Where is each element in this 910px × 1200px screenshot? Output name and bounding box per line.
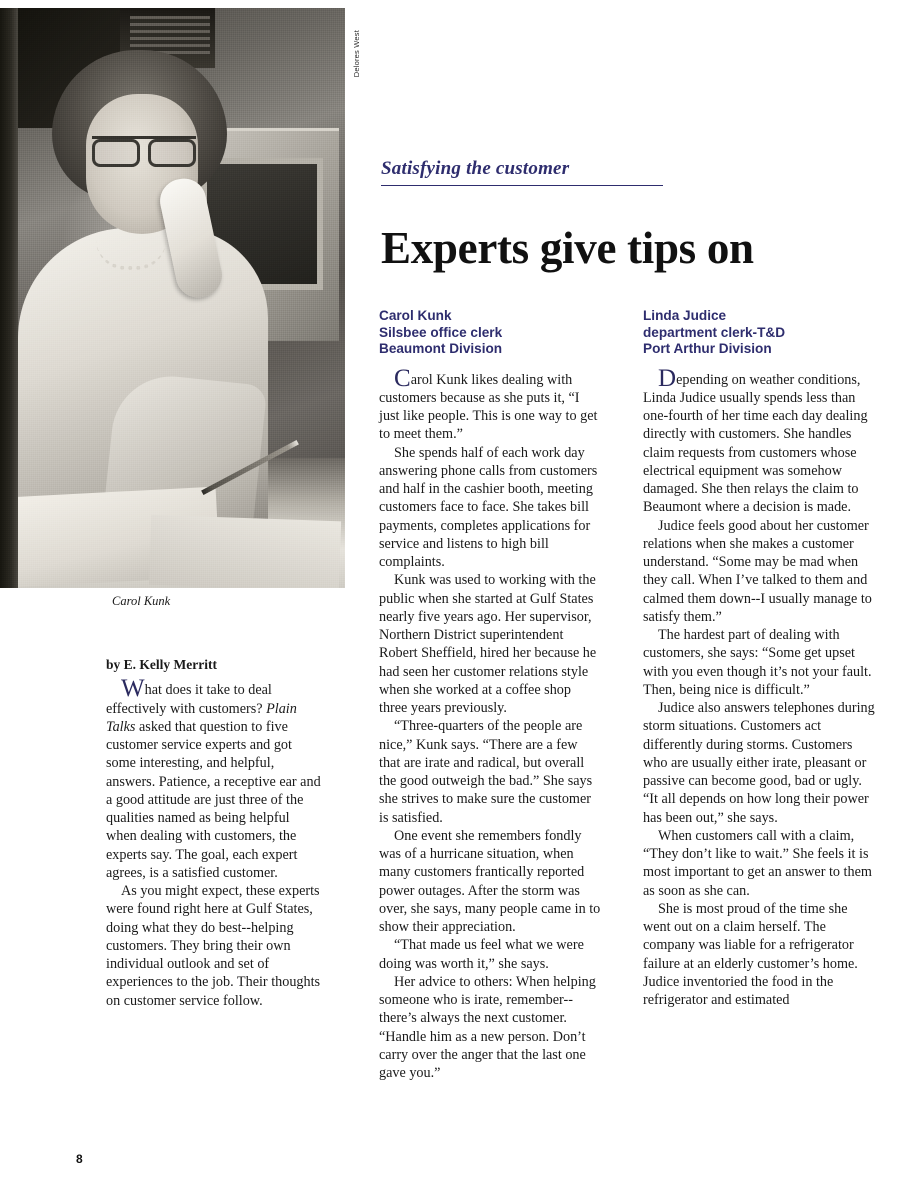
- column-carol-kunk: [379, 308, 601, 1082]
- judice-paragraph-1: [643, 364, 875, 517]
- page-number: 8: [76, 1152, 83, 1166]
- source-name: Linda Judice: [643, 308, 727, 323]
- source-division: Port Arthur Division: [643, 341, 772, 357]
- kunk-paragraph-4: “Three-quarters of the people are nice,” Kunk says. “There are a few that are irate and radical, but overall the good outweigh the bad.” She says she strives to make sure the customer is satisfied.: [379, 718, 593, 826]
- source-division: Beaumont Division: [379, 341, 503, 357]
- source-heading-linda-judice: [643, 308, 875, 358]
- intro-paragraph-2: As you might expect, these experts were found right here at Gulf States, doing what they do best--helping customers. They bring their own individual outlook and set of experiences to the job. Their thoughts on customer service follow.: [106, 883, 321, 1009]
- kunk-paragraph-5: One event she remembers fondly was of a hurricane situation, when many customers frantically reported power outages. After the storm was over, she says, many people came in to show their appreciation.: [379, 827, 601, 936]
- photo-halftone-grain: [0, 8, 345, 588]
- kunk-paragraph-3: Kunk was used to working with the public when she started at Gulf States nearly five years ago. Her supervisor, Northern District superintendent Robert Sheffield, hired her because he had seen her customer relations style when she worked at a coffee shop three years previously.: [379, 572, 597, 717]
- intro-paragraph-1: [106, 675, 322, 882]
- judice-paragraph-3: The hardest part of dealing with customers, she says: “Some get upset with you even though it’s not your fault. Then, being nice is difficult.”: [643, 627, 872, 698]
- judice-paragraph-4: Judice also answers telephones during storm situations. Customers act differently during storms. Customers who are usually either irate, pleasant or passive can become good, bad or ugly. “It all depends on how long their power has been out,” she says.: [643, 700, 875, 826]
- intro-dropcap: W: [121, 675, 145, 703]
- kunk-paragraph-6: “That made us feel what we were doing was worth it,” she says.: [379, 937, 584, 972]
- source-name: Carol Kunk: [379, 308, 452, 323]
- judice-paragraph-6: She is most proud of the time she went out on a claim herself. The company was liable for a refrigerator failure at an elderly customer’s home. Judice inventoried the food in the refrigerator and estimated: [643, 900, 858, 1009]
- judice-paragraph-2: Judice feels good about her customer relations when she makes a customer understand. “Some may be mad when they call. When I’ve talked to them and calmed them down--I usually manage to satisfy them.”: [643, 517, 872, 625]
- kunk-paragraph-1: [379, 364, 601, 444]
- photo-credit: Delores West: [352, 30, 361, 78]
- article-photo-block: [0, 0, 352, 640]
- publication-name: Plain Talks: [106, 700, 297, 735]
- source-title: department clerk-T&D: [643, 324, 786, 340]
- intro-paragraph-1-text-b: asked that question to five customer service experts and got some interesting, and helpful, answers. Patience, a receptive ear and a good attitude are just three of the qualities named as being helpful when dealing with customers, the experts say. The goal, each expert agrees, is a satisfied customer.: [106, 718, 321, 881]
- source-heading-carol-kunk: [379, 308, 601, 358]
- judice-dropcap: D: [658, 364, 677, 392]
- column-linda-judice: [643, 308, 875, 1009]
- column-intro: [106, 656, 322, 1010]
- article-headline: Experts give tips on: [381, 223, 754, 274]
- photo-caption: Carol Kunk: [112, 594, 171, 608]
- kunk-dropcap: C: [394, 364, 411, 392]
- photo-clerk-on-phone: [0, 8, 345, 588]
- kunk-paragraph-7: Her advice to others: When helping someone who is irate, remember--there’s always the next customer. “Handle him as a new person. Don’t carry over the anger that the last one gave you.”: [379, 973, 596, 1082]
- judice-paragraph-1-text: epending on weather conditions, Linda Judice usually spends less than one-fourth of her time each day dealing directly with customers. She handles claim requests from customers whose electrical equipment was somehow damaged. She then relays the claim to Beaumont where a decision is made.: [643, 371, 868, 516]
- kunk-paragraph-2: She spends half of each work day answering phone calls from customers and half in the cashier booth, meeting customers face to face. She takes bill payments, completes applications for service and listens to high bill complaints.: [379, 444, 598, 571]
- article-byline: by E. Kelly Merritt: [106, 657, 217, 672]
- kunk-paragraph-1-text: arol Kunk likes dealing with customers because as she puts it, “I just like people. This is one way to get to meet them.”: [379, 371, 598, 443]
- judice-paragraph-5: When customers call with a claim, “They don’t like to wait.” She feels it is most important to get an answer to them as soon as she can.: [643, 827, 872, 899]
- source-title: Silsbee office clerk: [379, 324, 503, 340]
- intro-paragraph-1-text-a: hat does it take to deal effectively with customers?: [106, 682, 272, 717]
- article-kicker: Satisfying the customer: [381, 158, 663, 186]
